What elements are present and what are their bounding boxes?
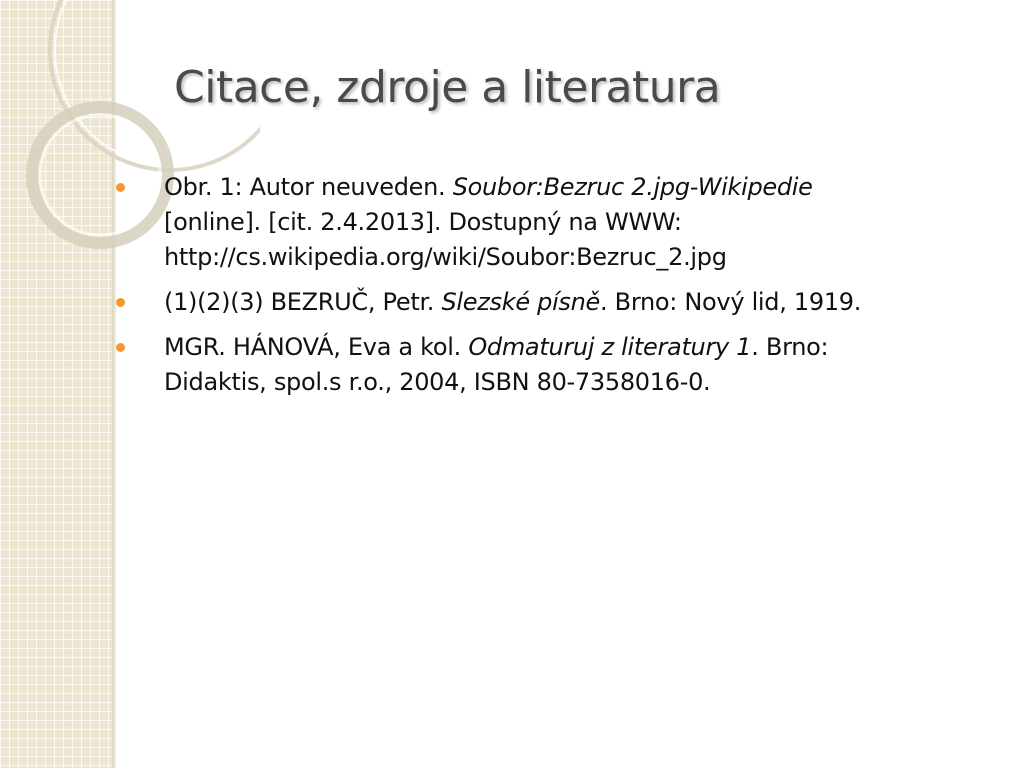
citation-url: http://cs.wikipedia.org/wiki/Soubor:Bezruc_2.jpg (164, 243, 727, 271)
citation-item-bezruc (114, 285, 994, 320)
citation-text: [online]. [cit. 2.4.2013]. Dostupný na WWW: (164, 208, 682, 236)
citation-list (114, 170, 994, 410)
citation-item-image-source (114, 170, 994, 275)
decorative-grid-panel (0, 0, 112, 768)
citation-text: . Brno: (751, 333, 829, 361)
citation-title: Soubor:Bezruc 2.jpg-Wikipedie (452, 173, 813, 201)
bullet-icon (116, 298, 125, 307)
bullet-icon (116, 343, 125, 352)
citation-text: Didaktis, spol.s r.o., 2004, ISBN 80-7358016-0. (164, 368, 711, 396)
citation-item-hanova (114, 330, 994, 400)
slide-title: Citace, zdroje a literatura (174, 62, 721, 113)
citation-text: MGR. HÁNOVÁ, Eva a kol. (164, 333, 469, 361)
citation-title: Slezské písně (441, 288, 601, 316)
bullet-icon (116, 183, 125, 192)
citation-text: . Brno: Nový lid, 1919. (600, 288, 862, 316)
citation-text: Obr. 1: Autor neuveden. (164, 173, 453, 201)
citation-title: Odmaturuj z literatury 1 (468, 333, 752, 361)
citation-text: (1)(2)(3) BEZRUČ, Petr. (164, 288, 442, 316)
